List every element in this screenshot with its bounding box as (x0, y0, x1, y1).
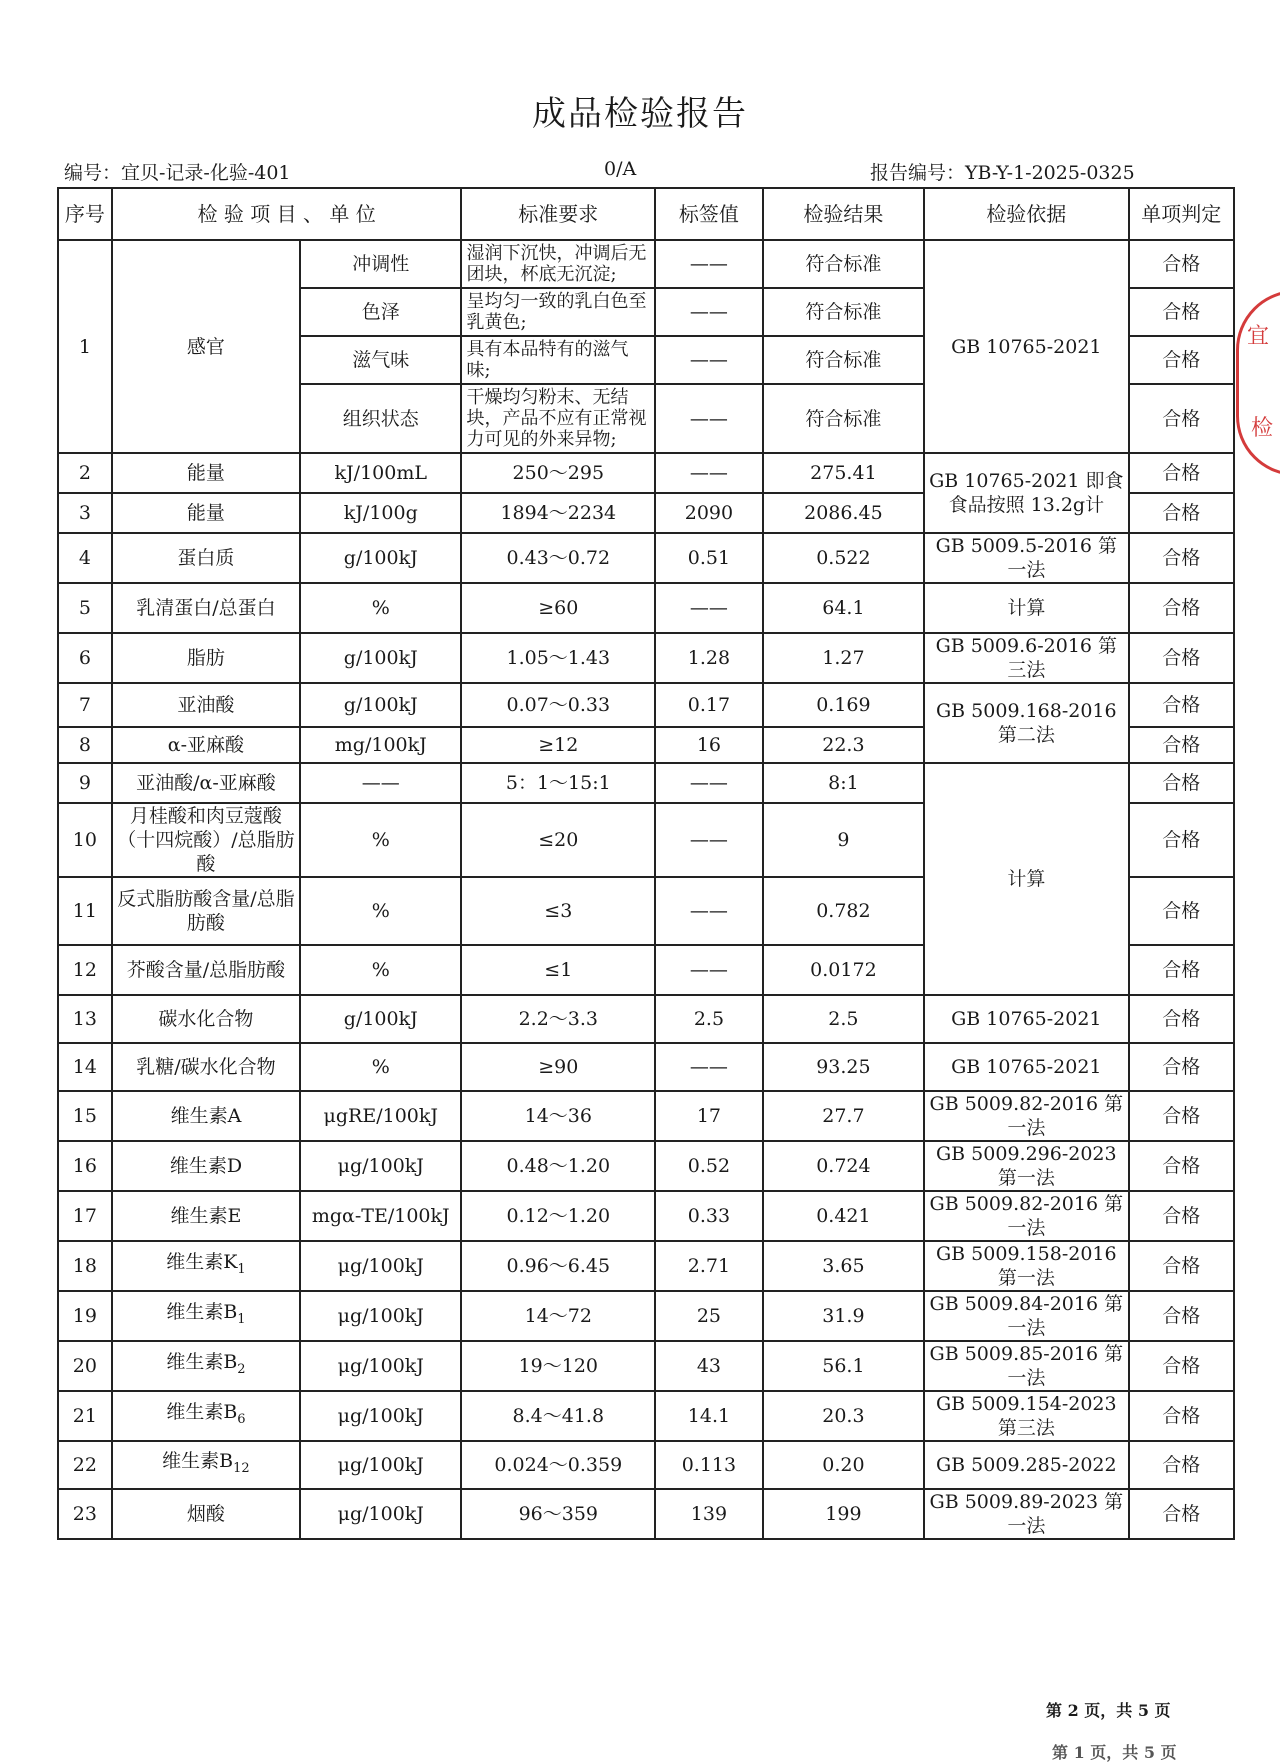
row-no: 13 (58, 995, 112, 1043)
label-value: —— (655, 288, 763, 336)
label-value: —— (655, 803, 763, 877)
item-name-text: 维生素B (166, 1351, 238, 1374)
label-value: 2.71 (655, 1241, 763, 1291)
label-value: —— (655, 1043, 763, 1091)
result: 199 (763, 1489, 924, 1539)
label-value: 0.17 (655, 683, 763, 727)
item-name: 亚油酸/α-亚麻酸 (112, 763, 300, 803)
label-value: —— (655, 240, 763, 288)
basis: GB 5009.84-2016 第一法 (924, 1291, 1128, 1341)
result: 93.25 (763, 1043, 924, 1091)
unit: % (300, 945, 461, 995)
unit: μg/100kJ (300, 1341, 461, 1391)
row-no: 1 (58, 240, 112, 453)
page-number-ghost: 第 1 页，共 5 页 (1052, 1743, 1177, 1762)
item-name (112, 1291, 300, 1341)
unit: μg/100kJ (300, 1391, 461, 1441)
requirement: ≤3 (461, 877, 655, 945)
verdict: 合格 (1129, 1441, 1234, 1489)
requirement: 呈均匀一致的乳白色至乳黄色; (461, 288, 655, 336)
unit: μg/100kJ (300, 1291, 461, 1341)
row-no: 23 (58, 1489, 112, 1539)
requirement: ≤1 (461, 945, 655, 995)
requirement: 0.12～1.20 (461, 1191, 655, 1241)
row-no: 19 (58, 1291, 112, 1341)
verdict: 合格 (1129, 945, 1234, 995)
verdict: 合格 (1129, 336, 1234, 384)
row-no: 8 (58, 727, 112, 763)
item-name: 维生素A (112, 1091, 300, 1141)
verdict: 合格 (1129, 995, 1234, 1043)
row-no: 15 (58, 1091, 112, 1141)
stamp-text: 宜 (1247, 324, 1270, 349)
row-no: 11 (58, 877, 112, 945)
label-value: 16 (655, 727, 763, 763)
requirement: 0.96～6.45 (461, 1241, 655, 1291)
verdict: 合格 (1129, 1141, 1234, 1191)
requirement: 2.2～3.3 (461, 995, 655, 1043)
unit: —— (300, 763, 461, 803)
table-body (58, 240, 1234, 1539)
item-name: 亚油酸 (112, 683, 300, 727)
unit: μg/100kJ (300, 1241, 461, 1291)
record-number: 编号：宜贝-记录-化验-401 (64, 162, 291, 184)
item-name: 感官 (112, 240, 300, 453)
row-no: 3 (58, 493, 112, 533)
verdict: 合格 (1129, 803, 1234, 877)
label-value: —— (655, 453, 763, 493)
report-title: 成品检验报告 (532, 94, 748, 134)
table-row (58, 1341, 1234, 1391)
item-name (112, 1391, 300, 1441)
item-name-text: 维生素B (166, 1301, 238, 1324)
table-row (58, 583, 1234, 633)
verdict: 合格 (1129, 877, 1234, 945)
row-no: 4 (58, 533, 112, 583)
table-row (58, 633, 1234, 683)
result: 0.782 (763, 877, 924, 945)
label-value: 0.52 (655, 1141, 763, 1191)
basis: GB 5009.6-2016 第三法 (924, 633, 1128, 683)
unit: g/100kJ (300, 995, 461, 1043)
verdict: 合格 (1129, 288, 1234, 336)
unit: % (300, 803, 461, 877)
table-row (58, 683, 1234, 727)
item-subscript: 6 (237, 1411, 246, 1427)
label-value: —— (655, 877, 763, 945)
verdict: 合格 (1129, 493, 1234, 533)
item-name-text: 维生素B (162, 1450, 234, 1473)
unit: μg/100kJ (300, 1489, 461, 1539)
table-row (58, 1241, 1234, 1291)
item-subscript: 2 (237, 1361, 246, 1377)
requirement: ≥90 (461, 1043, 655, 1091)
basis: 计算 (924, 583, 1128, 633)
result: 1.27 (763, 633, 924, 683)
row-no: 17 (58, 1191, 112, 1241)
requirement: 1.05～1.43 (461, 633, 655, 683)
verdict: 合格 (1129, 1091, 1234, 1141)
result: 2086.45 (763, 493, 924, 533)
col-req: 标准要求 (461, 188, 655, 240)
table-row (58, 453, 1234, 493)
row-no: 16 (58, 1141, 112, 1191)
verdict: 合格 (1129, 533, 1234, 583)
verdict: 合格 (1129, 1241, 1234, 1291)
basis: GB 10765-2021 (924, 995, 1128, 1043)
label-value: —— (655, 384, 763, 453)
result: 0.724 (763, 1141, 924, 1191)
revision: 0/A (604, 158, 637, 180)
basis: GB 10765-2021 (924, 240, 1128, 453)
result: 8:1 (763, 763, 924, 803)
verdict: 合格 (1129, 1291, 1234, 1341)
basis: GB 5009.168-2016 第二法 (924, 683, 1128, 763)
result: 符合标准 (763, 240, 924, 288)
result: 9 (763, 803, 924, 877)
unit: % (300, 1043, 461, 1091)
result: 符合标准 (763, 288, 924, 336)
result: 0.522 (763, 533, 924, 583)
basis: GB 5009.82-2016 第一法 (924, 1091, 1128, 1141)
requirement: 干燥均匀粉末、无结块，产品不应有正常视力可见的外来异物; (461, 384, 655, 453)
label-value: 2.5 (655, 995, 763, 1043)
row-no: 2 (58, 453, 112, 493)
item-name: 碳水化合物 (112, 995, 300, 1043)
label-value: 0.113 (655, 1441, 763, 1489)
table-row (58, 1441, 1234, 1489)
label-value: 17 (655, 1091, 763, 1141)
verdict: 合格 (1129, 1341, 1234, 1391)
basis: GB 5009.89-2023 第一法 (924, 1489, 1128, 1539)
item-name: 能量 (112, 493, 300, 533)
requirement: 250～295 (461, 453, 655, 493)
label-value: 14.1 (655, 1391, 763, 1441)
col-result: 检验结果 (763, 188, 924, 240)
item-name: 蛋白质 (112, 533, 300, 583)
unit: μg/100kJ (300, 1141, 461, 1191)
item-name: 维生素E (112, 1191, 300, 1241)
verdict: 合格 (1129, 240, 1234, 288)
requirement: 14～72 (461, 1291, 655, 1341)
requirement: 5：1～15:1 (461, 763, 655, 803)
requirement: 96～359 (461, 1489, 655, 1539)
red-seal-stamp (1236, 290, 1280, 476)
col-verdict: 单项判定 (1129, 188, 1234, 240)
inspection-table (57, 187, 1235, 1540)
verdict: 合格 (1129, 453, 1234, 493)
result: 0.0172 (763, 945, 924, 995)
item-name: 乳糖/碳水化合物 (112, 1043, 300, 1091)
table-row (58, 1291, 1234, 1341)
requirement: 8.4～41.8 (461, 1391, 655, 1441)
label-value: —— (655, 583, 763, 633)
requirement: ≥12 (461, 727, 655, 763)
result: 0.20 (763, 1441, 924, 1489)
requirement: 14～36 (461, 1091, 655, 1141)
label-value: 2090 (655, 493, 763, 533)
table-row (58, 995, 1234, 1043)
verdict: 合格 (1129, 763, 1234, 803)
label-value: —— (655, 336, 763, 384)
item-subscript: 1 (237, 1261, 246, 1277)
basis: GB 5009.154-2023 第三法 (924, 1391, 1128, 1441)
result: 22.3 (763, 727, 924, 763)
requirement: ≥60 (461, 583, 655, 633)
result: 56.1 (763, 1341, 924, 1391)
col-item: 检 验 项 目 、 单 位 (112, 188, 462, 240)
verdict: 合格 (1129, 633, 1234, 683)
label-value: 1.28 (655, 633, 763, 683)
col-no: 序号 (58, 188, 112, 240)
row-no: 20 (58, 1341, 112, 1391)
result: 0.169 (763, 683, 924, 727)
table-row (58, 533, 1234, 583)
verdict: 合格 (1129, 1191, 1234, 1241)
item-name (112, 1241, 300, 1291)
item-name-text: 维生素B (166, 1401, 238, 1424)
unit: g/100kJ (300, 633, 461, 683)
requirement: 0.07～0.33 (461, 683, 655, 727)
unit: % (300, 583, 461, 633)
label-value: 25 (655, 1291, 763, 1341)
row-no: 9 (58, 763, 112, 803)
basis: GB 5009.5-2016 第一法 (924, 533, 1128, 583)
unit: mg/100kJ (300, 727, 461, 763)
requirement: 湿润下沉快，冲调后无团块，杯底无沉淀; (461, 240, 655, 288)
verdict: 合格 (1129, 384, 1234, 453)
item-name: 月桂酸和肉豆蔻酸（十四烷酸）/总脂肪酸 (112, 803, 300, 877)
label-value: 0.33 (655, 1191, 763, 1241)
item-name: 芥酸含量/总脂肪酸 (112, 945, 300, 995)
item-name (112, 1341, 300, 1391)
table-row (58, 1141, 1234, 1191)
result: 0.421 (763, 1191, 924, 1241)
item-sub: 滋气味 (300, 336, 461, 384)
label-value: 0.51 (655, 533, 763, 583)
row-no: 6 (58, 633, 112, 683)
basis: GB 5009.285-2022 (924, 1441, 1128, 1489)
verdict: 合格 (1129, 727, 1234, 763)
basis: GB 10765-2021 (924, 1043, 1128, 1091)
col-label: 标签值 (655, 188, 763, 240)
table-row (58, 1191, 1234, 1241)
item-name: 乳清蛋白/总蛋白 (112, 583, 300, 633)
result: 20.3 (763, 1391, 924, 1441)
item-sub: 组织状态 (300, 384, 461, 453)
table-row (58, 763, 1234, 803)
basis: 计算 (924, 763, 1128, 995)
row-no: 14 (58, 1043, 112, 1091)
unit: g/100kJ (300, 683, 461, 727)
basis: GB 5009.85-2016 第一法 (924, 1341, 1128, 1391)
verdict: 合格 (1129, 1043, 1234, 1091)
row-no: 10 (58, 803, 112, 877)
unit: % (300, 877, 461, 945)
verdict: 合格 (1129, 683, 1234, 727)
basis: GB 5009.296-2023 第一法 (924, 1141, 1128, 1191)
result: 3.65 (763, 1241, 924, 1291)
verdict: 合格 (1129, 1391, 1234, 1441)
page-number: 第 2 页，共 5 页 (1046, 1701, 1171, 1720)
result: 符合标准 (763, 384, 924, 453)
item-name (112, 1441, 300, 1489)
requirement: 0.48～1.20 (461, 1141, 655, 1191)
row-no: 12 (58, 945, 112, 995)
result: 符合标准 (763, 336, 924, 384)
unit: mgα-TE/100kJ (300, 1191, 461, 1241)
basis: GB 5009.158-2016 第一法 (924, 1241, 1128, 1291)
result: 275.41 (763, 453, 924, 493)
item-name: 维生素D (112, 1141, 300, 1191)
label-value: —— (655, 945, 763, 995)
table-header-row (58, 188, 1234, 240)
label-value: 139 (655, 1489, 763, 1539)
item-name: 脂肪 (112, 633, 300, 683)
table-row (58, 240, 1234, 288)
basis: GB 10765-2021 即食食品按照 13.2g计 (924, 453, 1128, 533)
table-row (58, 1391, 1234, 1441)
item-subscript: 12 (233, 1460, 250, 1476)
result: 31.9 (763, 1291, 924, 1341)
unit: μg/100kJ (300, 1441, 461, 1489)
item-name: α-亚麻酸 (112, 727, 300, 763)
requirement: ≤20 (461, 803, 655, 877)
col-basis: 检验依据 (924, 188, 1128, 240)
item-name: 能量 (112, 453, 300, 493)
unit: g/100kJ (300, 533, 461, 583)
table-row (58, 1091, 1234, 1141)
row-no: 22 (58, 1441, 112, 1489)
item-name: 反式脂肪酸含量/总脂肪酸 (112, 877, 300, 945)
basis: GB 5009.82-2016 第一法 (924, 1191, 1128, 1241)
item-sub: 冲调性 (300, 240, 461, 288)
requirement: 0.024～0.359 (461, 1441, 655, 1489)
label-value: 43 (655, 1341, 763, 1391)
table-row (58, 1489, 1234, 1539)
result: 64.1 (763, 583, 924, 633)
unit: kJ/100g (300, 493, 461, 533)
item-name: 烟酸 (112, 1489, 300, 1539)
report-number: 报告编号：YB-Y-1-2025-0325 (870, 162, 1135, 184)
verdict: 合格 (1129, 1489, 1234, 1539)
unit: μgRE/100kJ (300, 1091, 461, 1141)
row-no: 18 (58, 1241, 112, 1291)
requirement: 0.43～0.72 (461, 533, 655, 583)
unit: kJ/100mL (300, 453, 461, 493)
table-row (58, 1043, 1234, 1091)
stamp-text: 检 (1251, 416, 1274, 441)
result: 27.7 (763, 1091, 924, 1141)
requirement: 1894～2234 (461, 493, 655, 533)
result: 2.5 (763, 995, 924, 1043)
requirement: 19～120 (461, 1341, 655, 1391)
label-value: —— (655, 763, 763, 803)
requirement: 具有本品特有的滋气味; (461, 336, 655, 384)
verdict: 合格 (1129, 583, 1234, 633)
item-sub: 色泽 (300, 288, 461, 336)
row-no: 21 (58, 1391, 112, 1441)
item-name-text: 维生素K (166, 1251, 238, 1274)
item-subscript: 1 (237, 1311, 246, 1327)
row-no: 5 (58, 583, 112, 633)
row-no: 7 (58, 683, 112, 727)
